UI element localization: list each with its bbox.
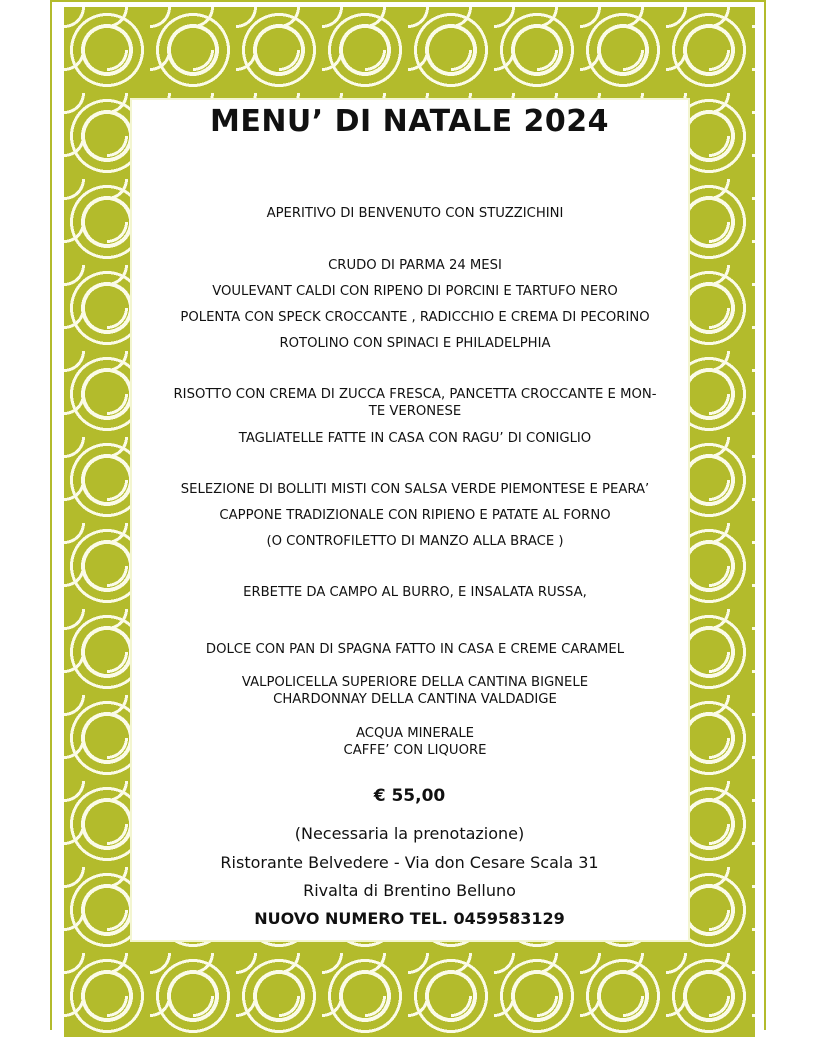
- restaurant-town: Rivalta di Brentino Belluno: [303, 881, 516, 900]
- course-line: ERBETTE DA CAMPO AL BURRO, E INSALATA RUSSA,: [243, 585, 587, 600]
- course-line: CRUDO DI PARMA 24 MESI: [328, 258, 502, 273]
- menu-price: € 55,00: [373, 786, 446, 806]
- course-line: RISOTTO CON CREMA DI ZUCCA FRESCA, PANCETTA CROCCANTE E MON-: [173, 387, 657, 402]
- course-line: ACQUA MINERALE: [355, 726, 475, 741]
- course-line: TE VERONESE: [368, 404, 462, 419]
- phone-number: NUOVO NUMERO TEL. 0459583129: [254, 909, 565, 928]
- menu-title: MENU’ DI NATALE 2024: [209, 104, 610, 139]
- course-line: (O CONTROFILETTO DI MANZO ALLA BRACE ): [266, 534, 564, 549]
- course-line: SELEZIONE DI BOLLITI MISTI CON SALSA VERDE PIEMONTESE E PEARA’: [180, 482, 650, 497]
- course-line: TAGLIATELLE FATTE IN CASA CON RAGU’ DI CONIGLIO: [238, 431, 592, 446]
- course-line: VOULEVANT CALDI CON RIPENO DI PORCINI E TARTUFO NERO: [212, 284, 618, 299]
- course-line: CHARDONNAY DELLA CANTINA VALDADIGE: [273, 692, 557, 707]
- course-line: VALPOLICELLA SUPERIORE DELLA CANTINA BIGNELE: [241, 675, 589, 690]
- course-line: APERITIVO DI BENVENUTO CON STUZZICHINI: [266, 206, 564, 221]
- course-line: CAPPONE TRADIZIONALE CON RIPIENO E PATATE AL FORNO: [219, 508, 611, 523]
- restaurant-address: Ristorante Belvedere - Via don Cesare Scala 31: [220, 853, 599, 872]
- course-line: DOLCE CON PAN DI SPAGNA FATTO IN CASA E CREME CARAMEL: [205, 642, 625, 657]
- course-line: ROTOLINO CON SPINACI E PHILADELPHIA: [279, 336, 551, 351]
- course-line: POLENTA CON SPECK CROCCANTE , RADICCHIO E CREMA DI PECORINO: [180, 310, 650, 325]
- reservation-note: (Necessaria la prenotazione): [294, 824, 525, 843]
- course-line: CAFFE’ CON LIQUORE: [343, 743, 487, 758]
